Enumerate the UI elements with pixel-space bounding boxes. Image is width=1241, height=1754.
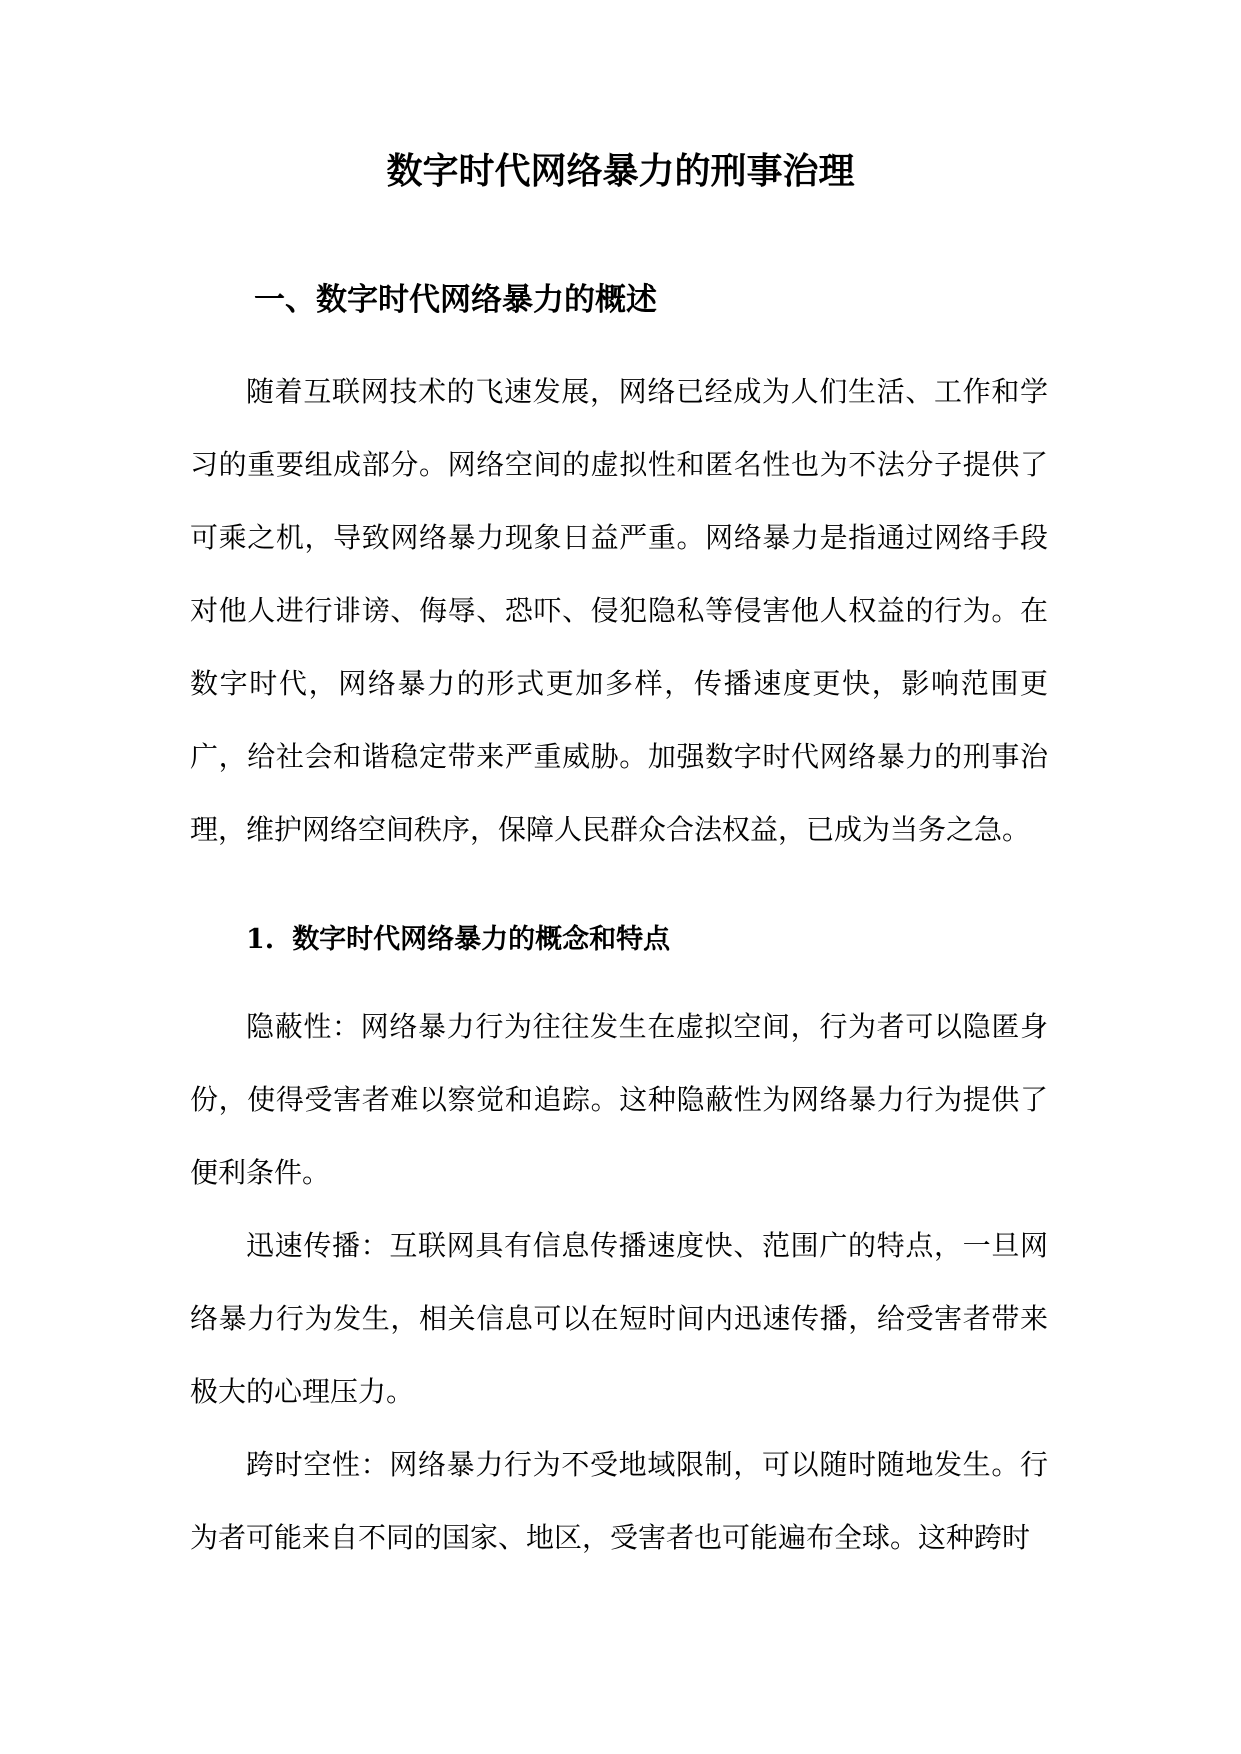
section-heading-overview: 一、数字时代网络暴力的概述 [254, 282, 657, 318]
subsection-heading-concept [246, 921, 670, 959]
subsection-number: 1. [246, 924, 275, 955]
document-title: 数字时代网络暴力的刑事治理 [386, 150, 855, 192]
paragraph-rapid-spread: 迅速传播：互联网具有信息传播速度快、范围广的特点，一旦网络暴力行为发生，相关信息可以在短时间内迅速传播，给受害者带来极大的心理压力。 [190, 1229, 1048, 1408]
overview-paragraph: 随着互联网技术的飞速发展，网络已经成为人们生活、工作和学习的重要组成部分。网络空间的虚拟性和匿名性也为不法分子提供了可乘之机，导致网络暴力现象日益严重。网络暴力是指通过网络手段对他人进行诽谤、侮辱、恐吓、侵犯隐私等侵害他人权益的行为。在数字时代，网络暴力的形式更加多样，传播速度更快，影响范围更广，给社会和谐稳定带来严重威胁。加强数字时代网络暴力的刑事治理，维护网络空间秩序，保障人民群众合法权益，已成为当务之急。 [190, 375, 1048, 846]
paragraph-concealment: 隐蔽性：网络暴力行为往往发生在虚拟空间，行为者可以隐匿身份，使得受害者难以察觉和追踪。这种隐蔽性为网络暴力行为提供了便利条件。 [190, 1010, 1048, 1189]
subsection-title: 数字时代网络暴力的概念和特点 [292, 924, 671, 955]
paragraph-cross-space-time: 跨时空性：网络暴力行为不受地域限制，可以随时随地发生。行为者可能来自不同的国家、地区，受害者也可能遍布全球。这种跨时 [190, 1448, 1048, 1554]
